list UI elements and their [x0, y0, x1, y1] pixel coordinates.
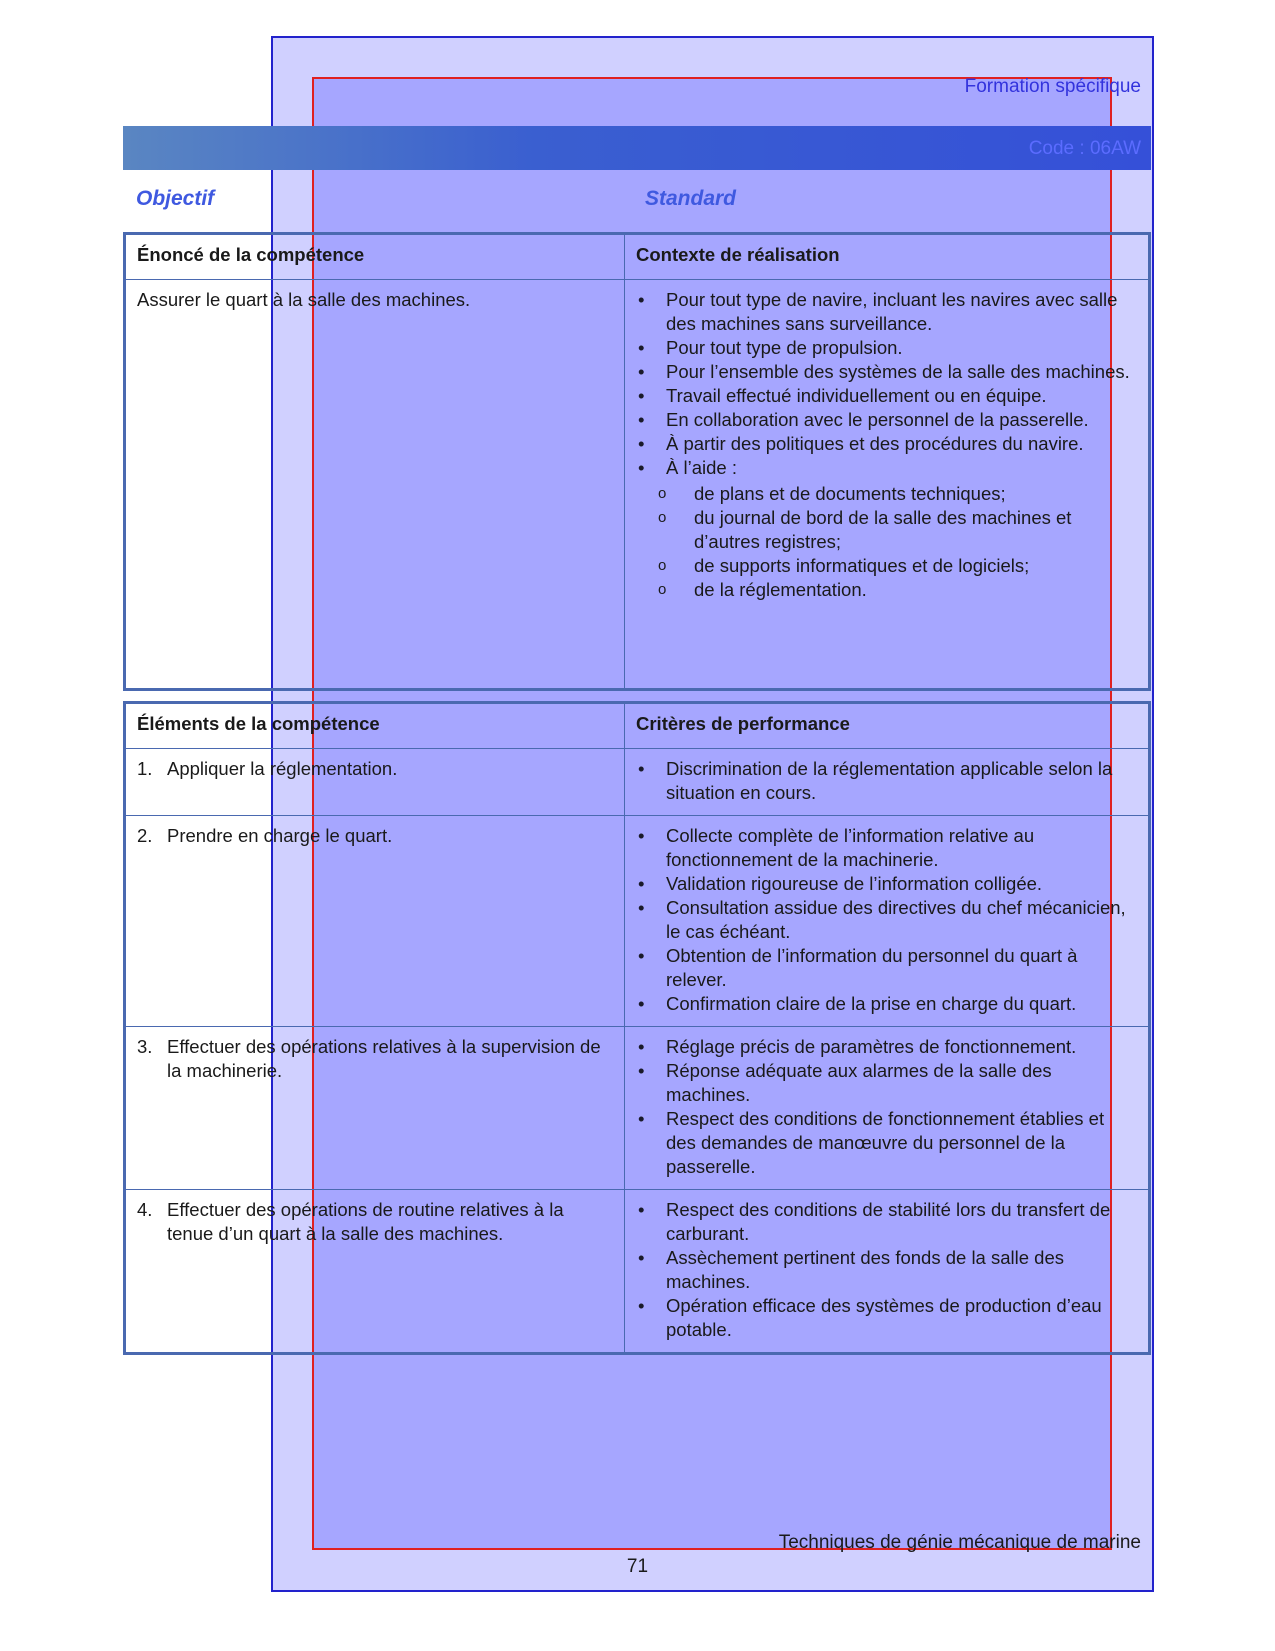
- context-subitem: o de supports informatiques et de logiciels;: [636, 554, 1138, 578]
- table-header-row: [125, 234, 1150, 280]
- criteria-list: [636, 757, 1138, 805]
- criteria-cell: [625, 816, 1150, 1027]
- element-text: Effectuer des opérations relatives à la supervision de la machinerie.: [167, 1036, 601, 1081]
- context-subitems: [636, 482, 1138, 602]
- element-number: 2.: [137, 825, 153, 846]
- element-item: [137, 1035, 614, 1083]
- element-number: 3.: [137, 1036, 153, 1057]
- criterion-item: • Obtention de l’information du personnel du quart à relever.: [636, 944, 1138, 992]
- element-text: Effectuer des opérations de routine relatives à la tenue d’un quart à la salle des machines.: [167, 1199, 564, 1244]
- criteria-cell: [625, 749, 1150, 816]
- table-row: [125, 280, 1150, 690]
- table-header-row: [125, 703, 1150, 749]
- header-band: [123, 126, 1151, 170]
- criterion-item: • Confirmation claire de la prise en charge du quart.: [636, 992, 1138, 1016]
- criterion-item: • Respect des conditions de stabilité lors du transfert de carburant.: [636, 1198, 1138, 1246]
- criterion-item: • Collecte complète de l’information relative au fonctionnement de la machinerie.: [636, 824, 1138, 872]
- competence-table: [123, 232, 1151, 691]
- competency-code: Code : 06AW: [1028, 138, 1141, 159]
- section-title-standard: Standard: [645, 187, 737, 210]
- context-item: • À l’aide :: [636, 456, 1138, 480]
- criteria-cell: [625, 1027, 1150, 1190]
- context-list: [636, 288, 1138, 602]
- criterion-item: • Validation rigoureuse de l’information colligée.: [636, 872, 1138, 896]
- criterion-item: • Opération efficace des systèmes de production d’eau potable.: [636, 1294, 1138, 1342]
- element-cell: [125, 816, 625, 1027]
- element-number: 4.: [137, 1199, 153, 1220]
- context-item: • Pour tout type de propulsion.: [636, 336, 1138, 360]
- page-number: 71: [626, 1556, 649, 1577]
- criteria-list: [636, 1035, 1138, 1179]
- header-elements: Éléments de la compétence: [125, 703, 625, 749]
- elements-table: [123, 701, 1151, 1355]
- header-criteres: Critères de performance: [625, 703, 1150, 749]
- element-cell: [125, 749, 625, 816]
- table-row: [125, 1190, 1150, 1354]
- context-item: • En collaboration avec le personnel de la passerelle.: [636, 408, 1138, 432]
- competence-statement: Assurer le quart à la salle des machines.: [125, 280, 625, 690]
- element-text: Appliquer la réglementation.: [167, 758, 398, 779]
- criterion-item: • Discrimination de la réglementation applicable selon la situation en cours.: [636, 757, 1138, 805]
- context-subitem: o de la réglementation.: [636, 578, 1138, 602]
- element-text: Prendre en charge le quart.: [167, 825, 393, 846]
- table-row: [125, 1027, 1150, 1190]
- criteria-list: [636, 824, 1138, 1016]
- element-cell: [125, 1027, 625, 1190]
- context-subitem: o du journal de bord de la salle des machines et d’autres registres;: [636, 506, 1138, 554]
- context-item: • Pour tout type de navire, incluant les navires avec salle des machines sans surveillance.: [636, 288, 1138, 336]
- table-row: [125, 749, 1150, 816]
- header-enonce: Énoncé de la compétence: [125, 234, 625, 280]
- element-number: 1.: [137, 758, 153, 779]
- document-subtitle: Formation spécifique: [964, 76, 1141, 97]
- element-cell: [125, 1190, 625, 1354]
- criterion-item: • Consultation assidue des directives du chef mécanicien, le cas échéant.: [636, 896, 1138, 944]
- criterion-item: • Réponse adéquate aux alarmes de la salle des machines.: [636, 1059, 1138, 1107]
- criteria-list: [636, 1198, 1138, 1342]
- section-title-objectif: Objectif: [136, 187, 215, 210]
- footer-program: Techniques de génie mécanique de marine: [778, 1532, 1141, 1553]
- table-row: [125, 816, 1150, 1027]
- criterion-item: • Respect des conditions de fonctionnement établies et des demandes de manœuvre du personnel de la passerelle.: [636, 1107, 1138, 1179]
- criterion-item: • Réglage précis de paramètres de fonctionnement.: [636, 1035, 1138, 1059]
- criterion-item: • Assèchement pertinent des fonds de la salle des machines.: [636, 1246, 1138, 1294]
- context-item: • Pour l’ensemble des systèmes de la salle des machines.: [636, 360, 1138, 384]
- element-item: [137, 757, 614, 781]
- context-cell: [625, 280, 1150, 690]
- element-item: [137, 824, 614, 848]
- header-contexte: Contexte de réalisation: [625, 234, 1150, 280]
- context-item: • À partir des politiques et des procédures du navire.: [636, 432, 1138, 456]
- criteria-cell: [625, 1190, 1150, 1354]
- element-item: [137, 1198, 614, 1246]
- context-subitem: o de plans et de documents techniques;: [636, 482, 1138, 506]
- context-item: • Travail effectué individuellement ou en équipe.: [636, 384, 1138, 408]
